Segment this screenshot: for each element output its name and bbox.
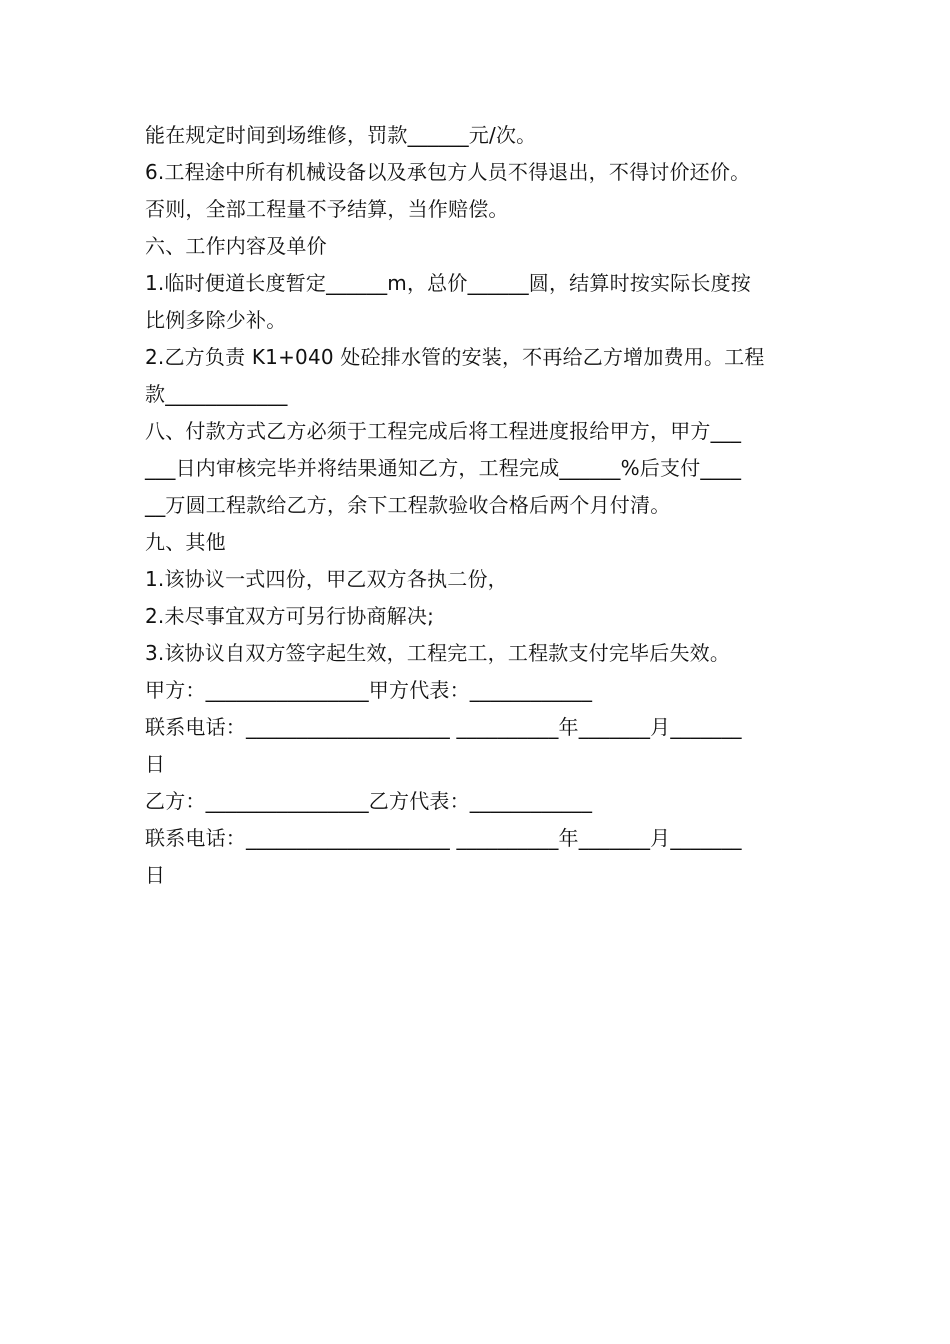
date-day-party-a: 日 bbox=[145, 752, 166, 776]
text-line: 款____________ bbox=[145, 382, 288, 406]
text-line: 比例多除少补。 bbox=[145, 308, 287, 332]
text-line: 2.乙方负责 K1+040 处砼排水管的安装，不再给乙方增加费用。工程 bbox=[145, 345, 765, 369]
contact-line-party-a: 联系电话：____________________ __________年_______月_______ bbox=[145, 715, 742, 739]
text-line: 1.该协议一式四份，甲乙双方各执二份， bbox=[145, 567, 508, 591]
text-line: 能在规定时间到场维修，罚款______元/次。 bbox=[145, 123, 537, 147]
text-line: 3.该协议自双方签字起生效，工程完工，工程款支付完毕后失效。 bbox=[145, 641, 731, 665]
text-line: 1.临时便道长度暂定______m，总价______圆，结算时按实际长度按 bbox=[145, 271, 751, 295]
signature-line-party-b: 乙方：________________乙方代表：____________ bbox=[145, 789, 593, 813]
text-line: 否则，全部工程量不予结算，当作赔偿。 bbox=[145, 197, 509, 221]
contact-line-party-b: 联系电话：____________________ __________年_______月_______ bbox=[145, 826, 742, 850]
text-line: 2.未尽事宜双方可另行协商解决; bbox=[145, 604, 435, 628]
text-line: ___日内审核完毕并将结果通知乙方，工程完成______%后支付____ bbox=[145, 456, 742, 480]
text-line: 6.工程途中所有机械设备以及承包方人员不得退出，不得讨价还价。 bbox=[145, 160, 751, 184]
date-day-party-b: 日 bbox=[145, 863, 166, 887]
signature-line-party-a: 甲方：________________甲方代表：____________ bbox=[145, 678, 593, 702]
section-heading: 九、其他 bbox=[145, 530, 226, 554]
text-line: __万圆工程款给乙方，余下工程款验收合格后两个月付清。 bbox=[145, 493, 671, 517]
section-heading: 六、工作内容及单价 bbox=[145, 234, 327, 258]
section-heading: 八、付款方式乙方必须于工程完成后将工程进度报给甲方，甲方___ bbox=[145, 419, 742, 443]
document-body bbox=[145, 117, 817, 894]
